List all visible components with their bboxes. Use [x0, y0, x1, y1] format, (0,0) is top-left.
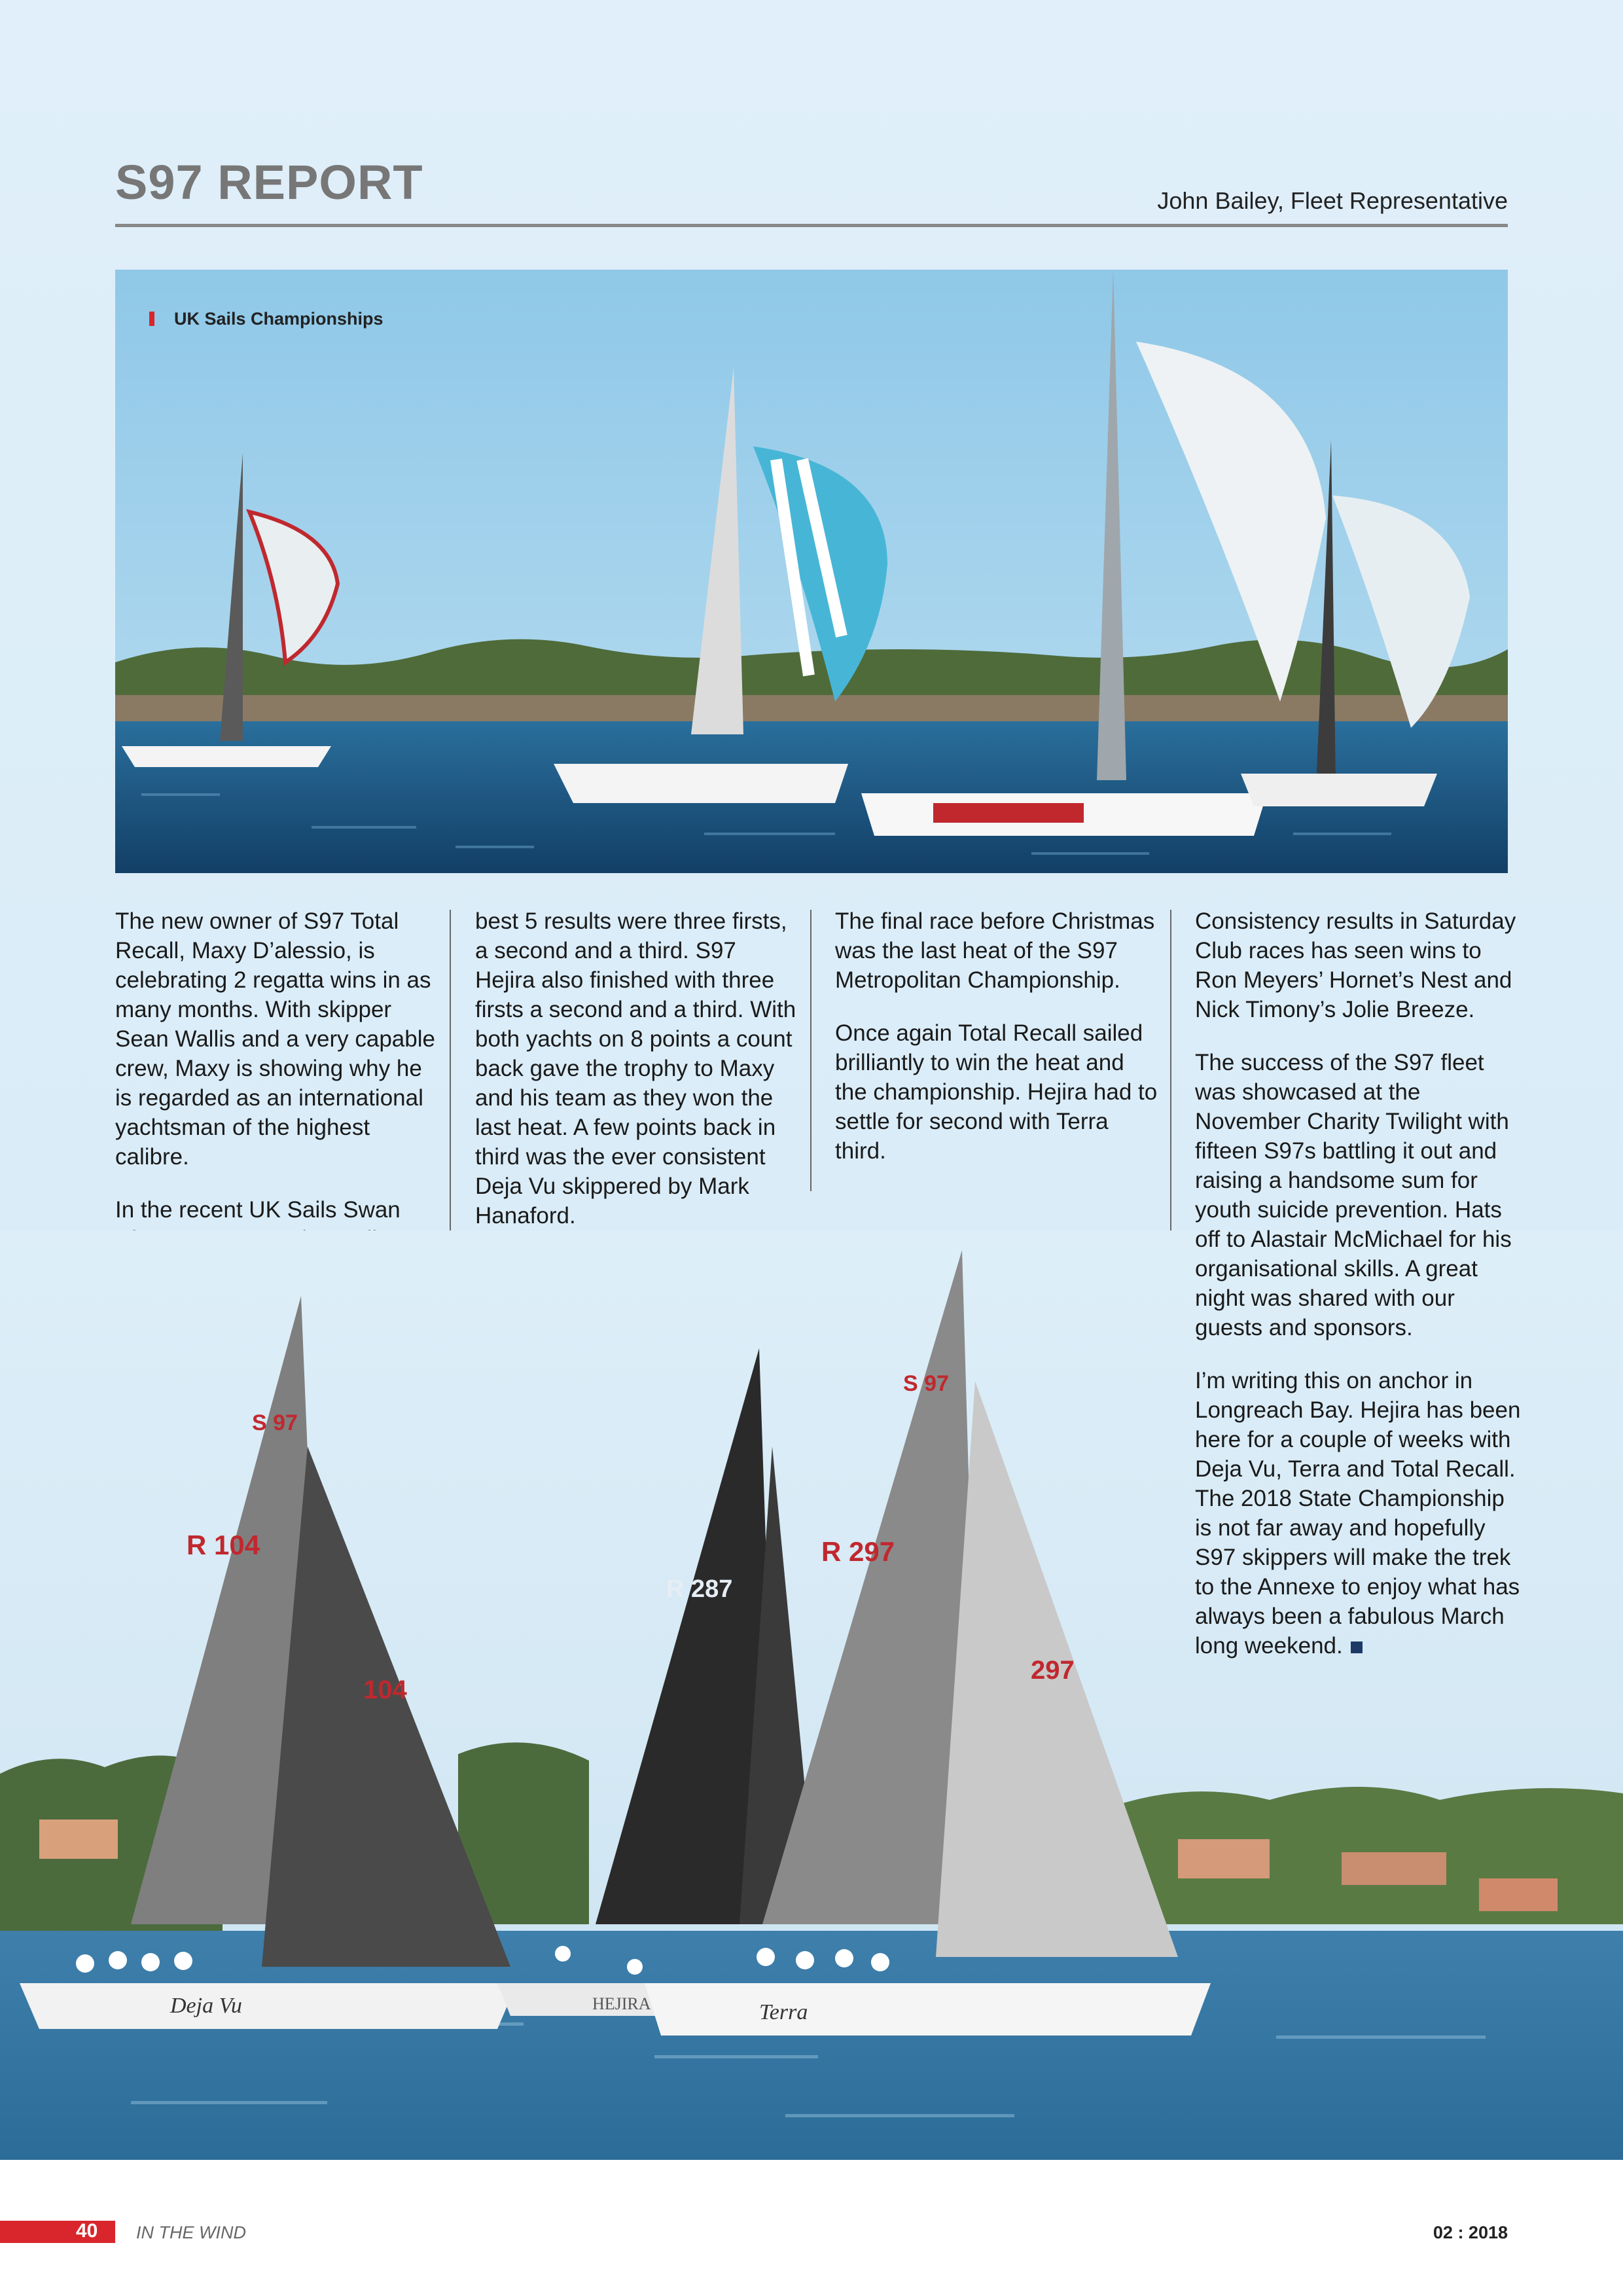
sail-number: 297: [1031, 1656, 1075, 1685]
sail-number: R 297: [821, 1536, 895, 1567]
sail-number: S 97: [903, 1371, 949, 1396]
article-column-1: [115, 906, 442, 1278]
paragraph-text: I’m writing this on anchor in Longreach Bay. Hejira has been here for a couple of weeks with Deja Vu, Terra and Total Recall. The 2018 State Championship is not far away and hopefully S97 skippers will make the trek to the Annexe to enjoy what has always been a fabulous March long weekend.: [1195, 1368, 1521, 1659]
sail-number: S 97: [252, 1410, 298, 1435]
page-number: 40: [76, 2220, 98, 2242]
page-title: S97 REPORT: [115, 155, 423, 209]
paragraph: Consistency results in Saturday Club races has seen wins to Ron Meyers’ Hornet’s Nest and Nick Timony’s Jolie Breeze.: [1195, 908, 1516, 1022]
sail-number: R 104: [187, 1530, 260, 1560]
hull-name: HEJIRA: [592, 1994, 651, 2013]
sail-number: R 287: [666, 1575, 733, 1603]
hull-name: Terra: [759, 2000, 808, 2024]
column-divider: [810, 910, 812, 1191]
photo-caption: UK Sails Championships: [174, 309, 383, 329]
paragraph: [1195, 1366, 1522, 1660]
paragraph: Once again Total Recall sailed brilliantly to win the heat and the championship. Hejira had to settle for second with Terra third.: [835, 1020, 1158, 1164]
caption-marker: [149, 312, 154, 326]
magazine-name: IN THE WIND: [136, 2223, 246, 2242]
paragraph: The success of the S97 fleet was showcased at the November Charity Twilight with fifteen S97s battling it out and raising a handsome sum for youth suicide prevention. Hats off to Alastair McMichael for his organisational skills. A great night was shared with our guests and sponsors.: [1195, 1050, 1512, 1340]
byline: John Bailey, Fleet Representative: [1157, 187, 1508, 214]
article-column-4: [1195, 906, 1522, 1684]
issue-date: 02 : 2018: [1433, 2223, 1508, 2242]
paragraph: The new owner of S97 Total Recall, Maxy D’alessio, is celebrating 2 regatta wins in as many months. With skipper Sean Wallis and a very capable crew, Maxy is showing why he is regarded as an international yachtsman of the highest calibre.: [115, 908, 435, 1170]
top-photo: [115, 270, 1508, 873]
regatta-photo-illustration: [115, 270, 1508, 873]
paragraph: best 5 results were three firsts, a second and a third. S97 Hejira also finished with three firsts a second and a third. With both yachts on 8 points a count back gave the trophy to Maxy and his team as they won the last heat. A few points back in third was the ever consistent Deja Vu skippered by Mark Hanaford.: [475, 908, 796, 1229]
paragraph: The final race before Christmas was the last heat of the S97 Metropolitan Championship.: [835, 908, 1155, 993]
header-rule: [115, 224, 1508, 227]
page-number-bar: [0, 2221, 115, 2243]
hull-name: Deja Vu: [170, 1994, 242, 2018]
paragraph: In the recent UK Sails Swan: [115, 1197, 401, 1223]
article-column-3: [835, 906, 1162, 1189]
sail-number: 104: [363, 1676, 407, 1704]
end-of-article-icon: [1351, 1641, 1363, 1653]
